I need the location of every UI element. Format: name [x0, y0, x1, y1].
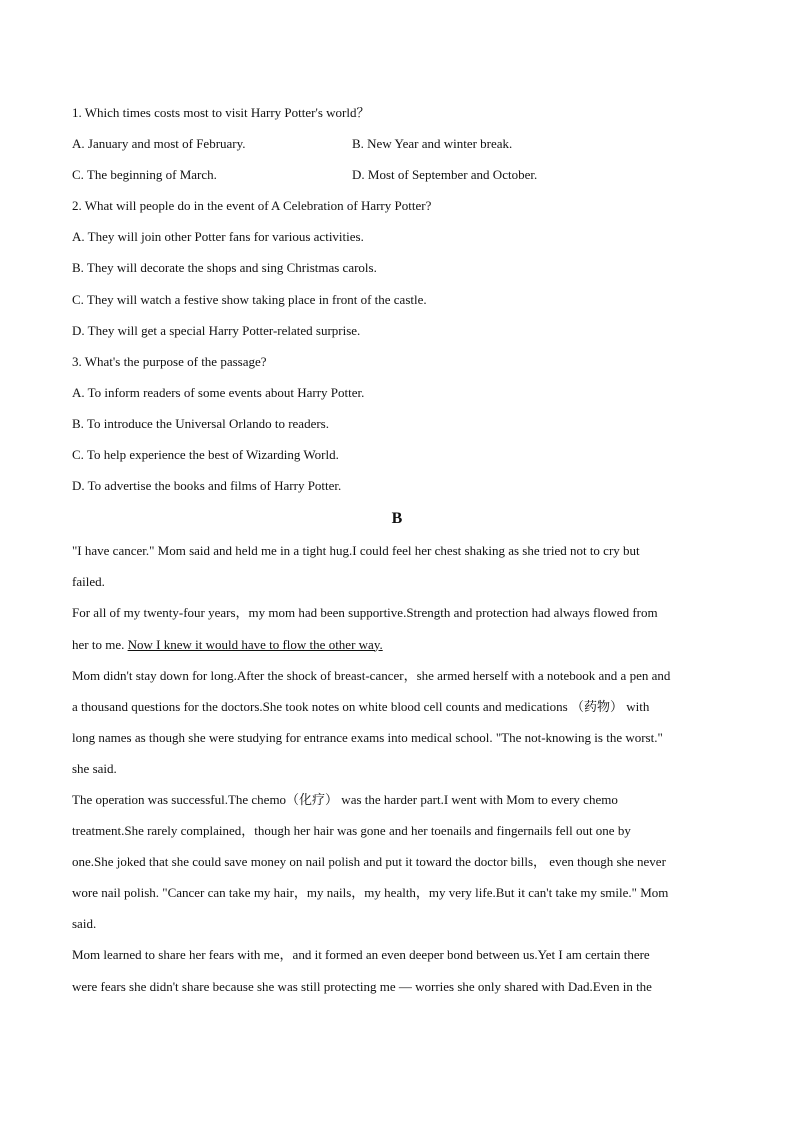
question-3-option-d: D. To advertise the books and films of Harry Potter. — [72, 478, 342, 494]
question-1-options-row-2 — [72, 165, 722, 196]
question-1-option-c: C. The beginning of March. — [72, 167, 217, 183]
passage-line: Mom learned to share her fears with me，and it formed an even deeper bond between us.Yet I am certain there — [72, 947, 650, 963]
question-3-stem: 3. What's the purpose of the passage? — [72, 353, 267, 369]
question-1-stem: 1. Which times costs most to visit Harry Potter's world？ — [72, 105, 370, 120]
document-page — [72, 103, 722, 1008]
question-1-options-row-1 — [72, 134, 722, 165]
passage-line — [72, 635, 722, 666]
question-2-option-d: D. They will get a special Harry Potter-related surprise. — [72, 322, 361, 338]
passage-line: wore nail polish. "Cancer can take my hair，my nails，my health，my very life.But it can't take my smile." Mom — [72, 885, 669, 901]
question-2-option-b: B. They will decorate the shops and sing Christmas carols. — [72, 260, 377, 276]
passage-text: her to me. — [72, 636, 128, 652]
passage-line: said. — [72, 916, 97, 932]
question-3-option-a: A. To inform readers of some events about Harry Potter. — [72, 384, 365, 400]
passage-line: treatment.She rarely complained，though her hair was gone and her toenails and fingernails fell out one by — [72, 823, 631, 839]
section-title: B — [391, 510, 403, 528]
question-2-option-c: C. They will watch a festive show taking place in front of the castle. — [72, 291, 427, 307]
passage-line: one.She joked that she could save money on nail polish and put it toward the doctor bills， even though she never — [72, 854, 666, 870]
question-3-option-b: B. To introduce the Universal Orlando to readers. — [72, 415, 329, 431]
passage-line: Mom didn't stay down for long.After the shock of breast-cancer，she armed herself with a notebook and a pen and — [72, 667, 671, 683]
underlined-sentence: Now I knew it would have to flow the other way. — [127, 636, 383, 652]
question-3-option-c: C. To help experience the best of Wizarding World. — [72, 447, 339, 463]
passage-line: long names as though she were studying for entrance exams into medical school. "The not-knowing is the worst." — [72, 729, 663, 745]
question-2-option-a: A. They will join other Potter fans for various activities. — [72, 229, 364, 245]
passage-line: a thousand questions for the doctors.She took notes on white blood cell counts and medications （药物） with — [72, 698, 650, 714]
question-1-option-a: A. January and most of February. — [72, 136, 246, 152]
question-2-stem: 2. What will people do in the event of A Celebration of Harry Potter? — [72, 198, 432, 214]
passage-line: The operation was successful.The chemo（化疗） was the harder part.I went with Mom to every chemo — [72, 791, 618, 807]
question-1-option-b: B. New Year and winter break. — [352, 136, 513, 152]
passage-line: she said. — [72, 760, 117, 776]
passage-line: failed. — [72, 574, 105, 590]
passage-line: For all of my twenty-four years，my mom had been supportive.Strength and protection had always flowed from — [72, 605, 658, 621]
question-1-option-d: D. Most of September and October. — [352, 167, 538, 183]
passage-line: were fears she didn't share because she was still protecting me — worries she only shared with Dad.Even in the — [72, 978, 652, 994]
passage-line: "I have cancer." Mom said and held me in a tight hug.I could feel her chest shaking as she tried not to cry but — [72, 543, 640, 559]
